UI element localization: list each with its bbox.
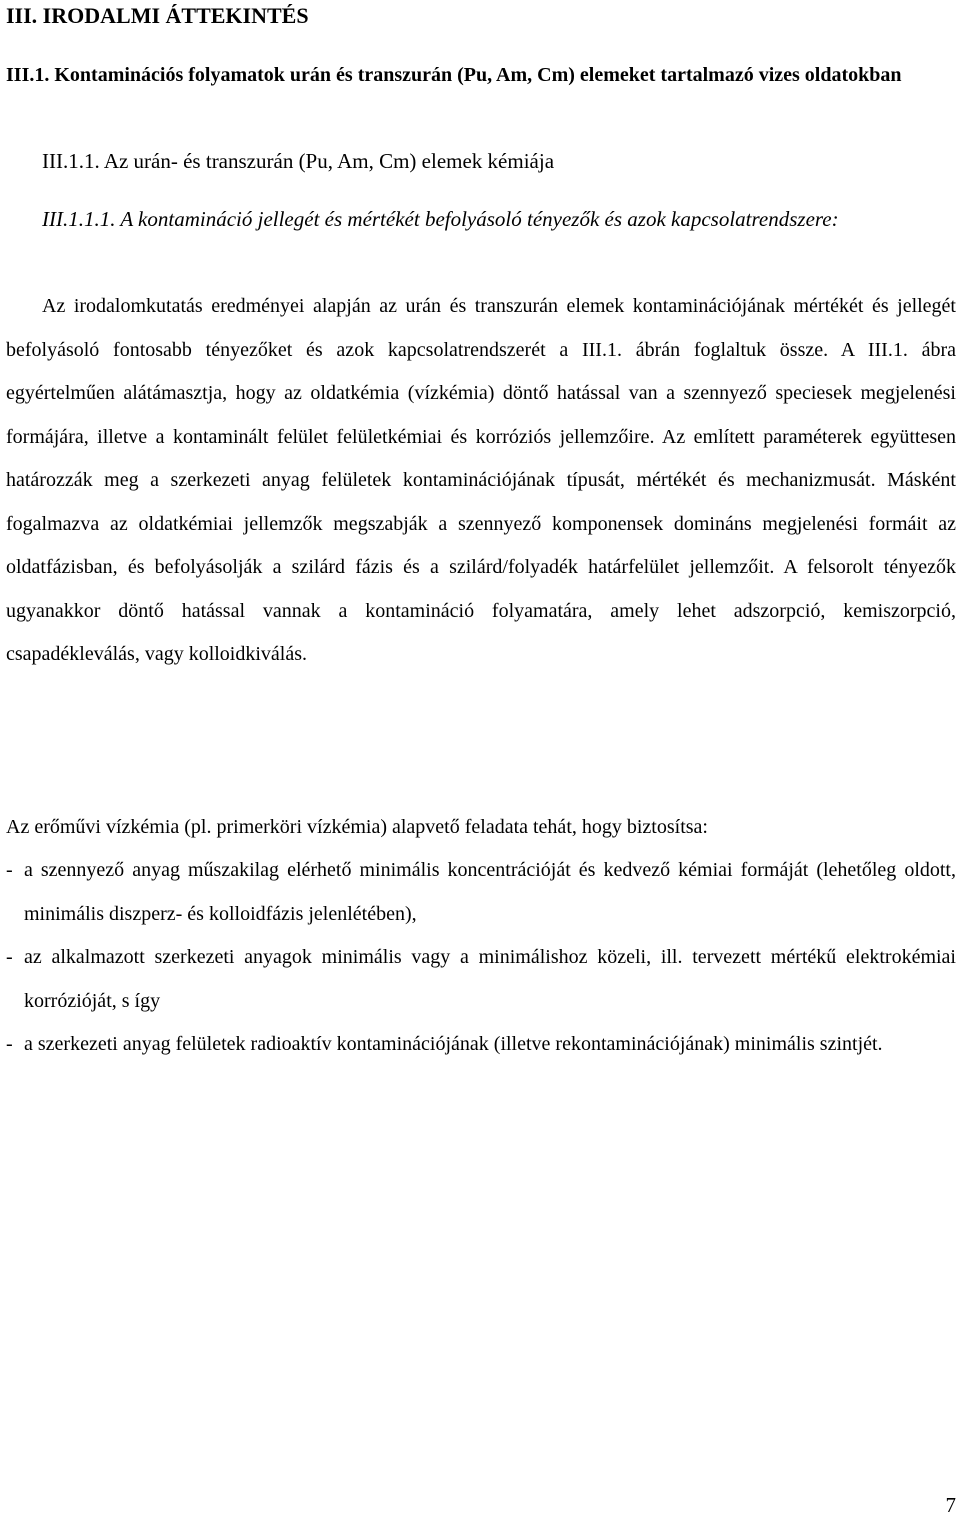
section-heading: III.1. Kontaminációs folyamatok urán és transzurán (Pu, Am, Cm) elemeket tartalmazó vizes oldatokban xyxy=(6,64,902,86)
list-item xyxy=(6,1023,956,1067)
list-item-text: az alkalmazott szerkezeti anyagok minimális vagy a minimálishoz közeli, ill. tervezett mértékű elektrokémiai korrózióját, s így xyxy=(24,946,956,1012)
list-dash: - xyxy=(6,859,13,881)
list-dash: - xyxy=(6,1033,13,1055)
chapter-heading: III. IRODALMI ÁTTEKINTÉS xyxy=(6,3,309,28)
list-dash: - xyxy=(6,946,13,968)
page-number: 7 xyxy=(945,1493,956,1517)
subsubsection-heading: III.1.1.1. A kontamináció jellegét és mértékét befolyásoló tényezők és azok kapcsolatrendszere: xyxy=(42,207,839,231)
list-item xyxy=(6,936,956,1023)
body-paragraph-1: Az irodalomkutatás eredményei alapján az urán és transzurán elemek kontaminációjának mértékét és jellegét befolyásoló fontosabb tényezőket és azok kapcsolatrendszerét a III.1. ábrán foglaltuk össze. A III.1. ábra egyértelműen alátámasztja, hogy az oldatkémia (vízkémia) döntő hatással van a szennyező speciesek megjelenési formájára, illetve a kontaminált felület felületkémiai és korróziós jellemzőire. Az említett paraméterek együttesen határozzák meg a szerkezeti anyag felületek kontaminációjának típusát, mértékét és mechanizmusát. Másként fogalmazva az oldatkémiai jellemzők megszabják a szennyező komponensek domináns megjelenési formáit az oldatfázisban, és befolyásolják a szilárd fázis és a szilárd/folyadék határfelület jellemzőit. A felsorolt tényezők ugyanakkor döntő hatással vannak a kontamináció folyamatára, amely lehet adszorpció, kemiszorpció, csapadékleválás, vagy kolloidkiválás. xyxy=(6,295,956,665)
requirements-list xyxy=(6,849,956,1067)
list-item-text: a szennyező anyag műszakilag elérhető minimális koncentrációját és kedvező kémiai formáját (lehetőleg oldott, minimális diszperz- és kolloidfázis jelenlétében), xyxy=(24,859,956,925)
subsection-heading: III.1.1. Az urán- és transzurán (Pu, Am, Cm) elemek kémiája xyxy=(42,149,555,173)
body-paragraph-2: Az erőművi vízkémia (pl. primerköri vízkémia) alapvető feladata tehát, hogy biztosítsa: xyxy=(6,816,708,838)
list-item xyxy=(6,849,956,936)
list-item-text: a szerkezeti anyag felületek radioaktív kontaminációjának (illetve rekontaminációjának) minimális szintjét. xyxy=(24,1033,883,1055)
